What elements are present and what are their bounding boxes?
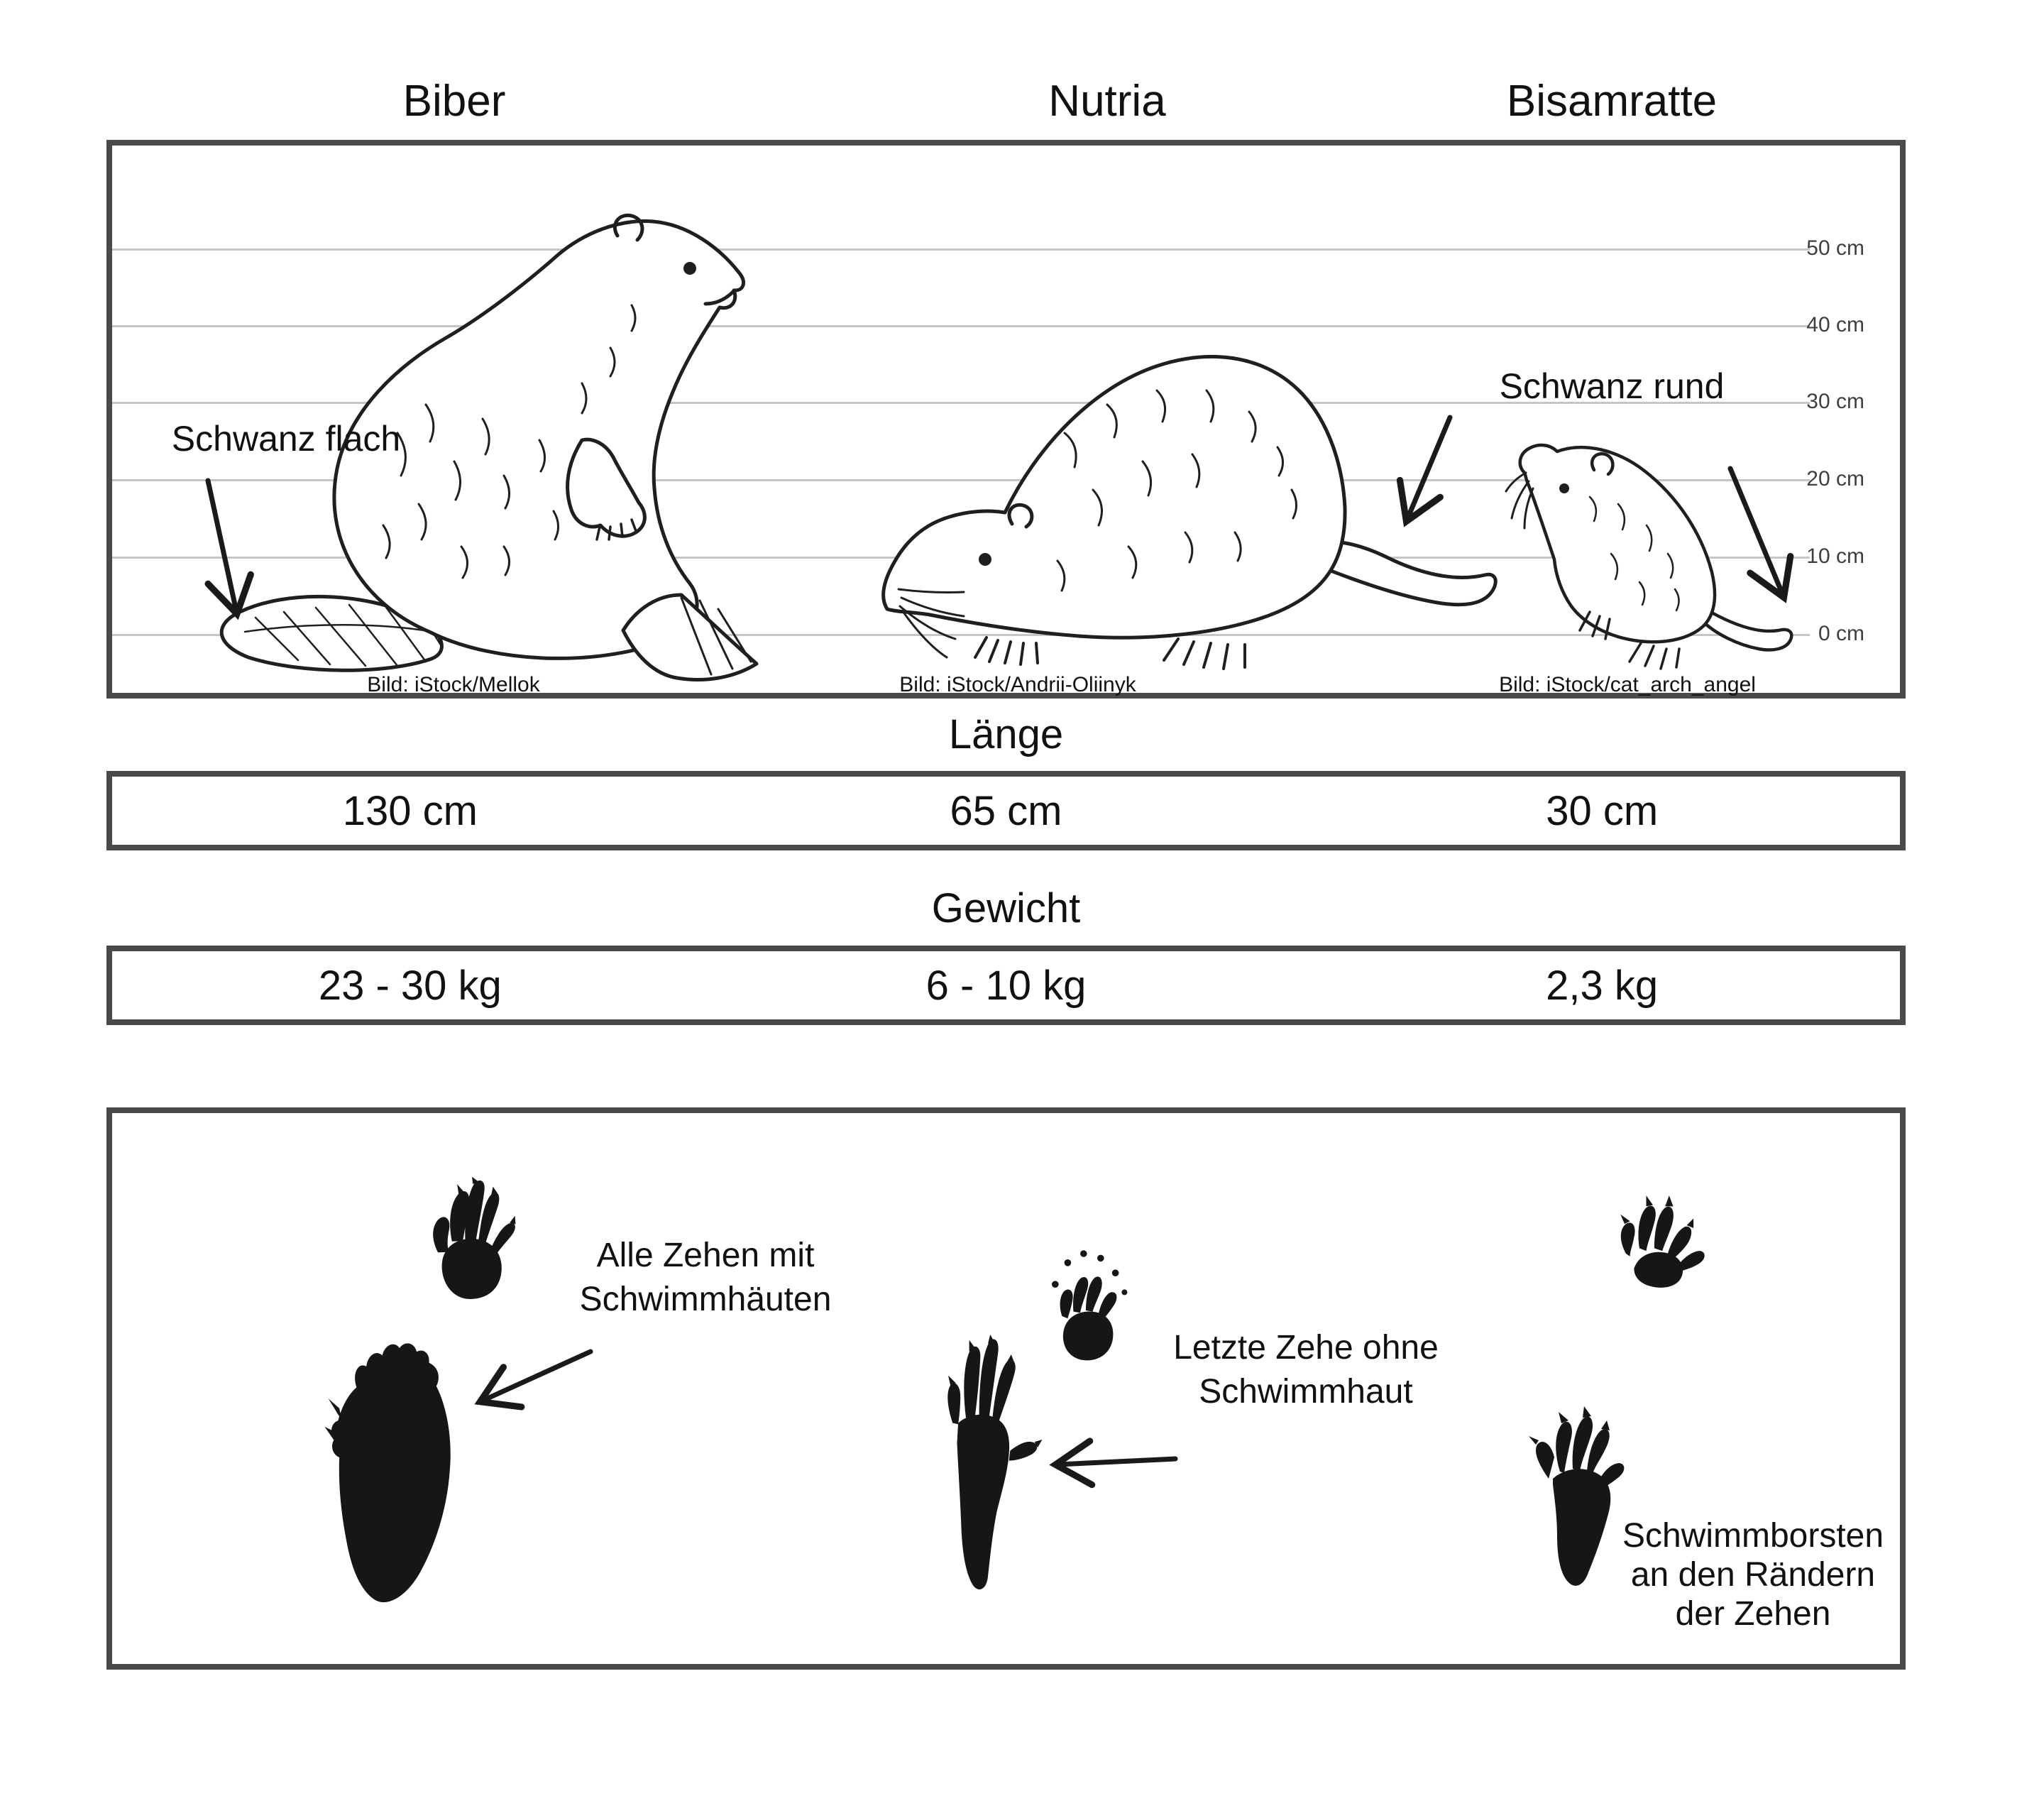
- beaver-print-label-line1: Alle Zehen mit: [596, 1237, 815, 1274]
- nutria-front-print: [1042, 1248, 1133, 1367]
- credit-biber: Bild: iStock/Mellok: [367, 673, 540, 696]
- nutria-print-label: [1173, 1326, 1439, 1414]
- scale-label-10cm: 10 cm: [1806, 544, 1864, 568]
- column-title-bisamratte: Bisamratte: [1506, 77, 1718, 126]
- length-biber: 130 cm: [342, 787, 478, 834]
- scale-label-30cm: 30 cm: [1806, 390, 1864, 413]
- nutria-hind-print: [930, 1335, 1047, 1597]
- length-table: [106, 771, 1906, 850]
- muskrat-print-label: [1622, 1516, 1884, 1633]
- weight-biber: 23 - 30 kg: [318, 962, 502, 1009]
- length-bisamratte: 30 cm: [1546, 787, 1659, 834]
- column-title-biber: Biber: [402, 77, 506, 126]
- muskrat-print-label-line3: der Zehen: [1675, 1595, 1831, 1633]
- beaver-print-label-line2: Schwimmhäuten: [579, 1281, 832, 1318]
- muskrat-body: [1520, 445, 1715, 642]
- beaver-eye: [683, 262, 696, 275]
- annotation-schwanz-rund: Schwanz rund: [1499, 366, 1725, 406]
- beaver-hind-print: [316, 1335, 473, 1608]
- scale-label-40cm: 40 cm: [1806, 313, 1864, 336]
- credit-nutria: Bild: iStock/Andrii-Oliinyk: [899, 673, 1136, 696]
- table-heading-laenge: Länge: [948, 711, 1064, 757]
- footprint-box: [106, 1107, 1906, 1670]
- muskrat-whiskers: [1506, 473, 1533, 528]
- size-comparison-box: [106, 140, 1906, 699]
- weight-table: [106, 946, 1906, 1025]
- scale-label-20cm: 20 cm: [1806, 467, 1864, 491]
- nutria-print-label-line2: Schwimmhaut: [1199, 1373, 1413, 1411]
- table-heading-gewicht: Gewicht: [931, 885, 1081, 931]
- scale-label-0cm: 0 cm: [1818, 622, 1864, 645]
- scale-label-50cm: 50 cm: [1806, 236, 1864, 260]
- nutria-front-claws: [975, 637, 1038, 664]
- nutria-eye: [979, 553, 991, 566]
- muskrat-print-label-line1: Schwimmborsten: [1622, 1517, 1884, 1555]
- nutria-illustration: [880, 334, 1512, 671]
- nutria-body: [884, 356, 1346, 637]
- muskrat-eye: [1559, 483, 1569, 493]
- muskrat-front-print: [1611, 1183, 1709, 1296]
- credit-bisamratte: Bild: iStock/cat_arch_angel: [1499, 673, 1756, 696]
- weight-bisamratte: 2,3 kg: [1546, 962, 1659, 1009]
- muskrat-print-label-line2: an den Rändern: [1630, 1556, 1876, 1594]
- length-nutria: 65 cm: [950, 787, 1062, 834]
- annotation-schwanz-flach: Schwanz flach: [171, 419, 401, 459]
- column-title-nutria: Nutria: [1048, 77, 1166, 126]
- nutria-hind-claws: [1164, 639, 1245, 669]
- beaver-print-label: [580, 1234, 832, 1322]
- beaver-front-print: [422, 1168, 527, 1310]
- nutria-print-label-line1: Letzte Zehe ohne: [1173, 1329, 1439, 1367]
- weight-nutria: 6 - 10 kg: [925, 962, 1087, 1009]
